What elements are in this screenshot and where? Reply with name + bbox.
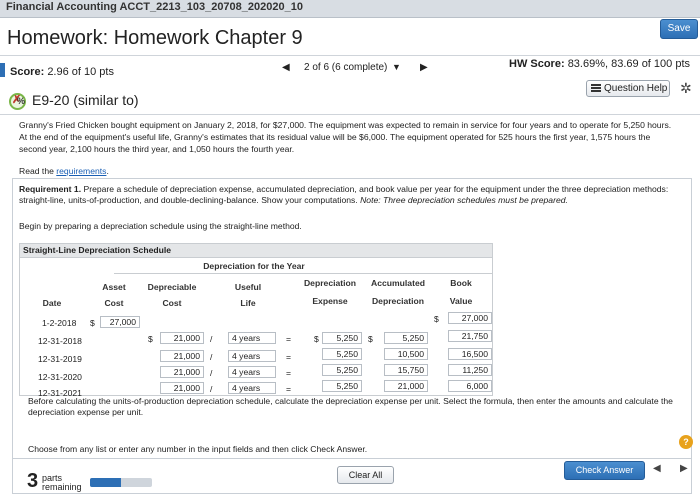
useful-life-input[interactable]: 4 years	[228, 366, 276, 378]
divide-operator: /	[210, 334, 213, 344]
equals-operator: =	[286, 368, 292, 378]
row-date: 12-31-2019	[38, 354, 82, 364]
parts-progress-bar	[90, 478, 152, 487]
read-prefix: Read the	[19, 166, 54, 176]
progress-fill	[90, 478, 121, 487]
dollar-sign: $	[148, 334, 153, 344]
useful-life-input[interactable]: 4 years	[228, 350, 276, 362]
hw-score-label: HW Score:	[509, 58, 565, 70]
question-selector[interactable]: 2 of 6 (6 complete)	[304, 62, 388, 73]
col-date: Date	[42, 298, 62, 308]
col-depreciation-expense: Depreciation	[303, 278, 357, 288]
depreciable-cost-input[interactable]: 21,000	[160, 350, 204, 362]
divide-operator: /	[210, 384, 213, 394]
next-part-icon[interactable]: ▶	[680, 463, 688, 474]
divide-operator: /	[210, 352, 213, 362]
book-value-input[interactable]: 27,000	[448, 312, 492, 324]
hw-score-value: 83.69%, 83.69 of 100 pts	[567, 58, 691, 70]
requirement-text	[19, 184, 679, 206]
dollar-sign: $	[434, 314, 439, 324]
depreciation-expense-input[interactable]: 5,250	[322, 380, 362, 392]
col-accumulated-depreciation: Depreciation	[371, 296, 425, 306]
requirement-label: Requirement 1.	[19, 184, 82, 194]
accumulated-depreciation-input[interactable]: 5,250	[384, 332, 428, 344]
col-book-value: Value	[449, 296, 473, 306]
help-icon[interactable]: ?	[679, 435, 693, 449]
dollar-sign: $	[368, 334, 373, 344]
parts-label-line: remaining	[42, 482, 82, 492]
previous-part-icon[interactable]: ◀	[653, 463, 661, 474]
col-asset-cost: Asset	[102, 282, 126, 292]
depreciation-expense-input[interactable]: 5,250	[322, 348, 362, 360]
row-date: 12-31-2020	[38, 372, 82, 382]
col-asset-cost: Cost	[104, 298, 124, 308]
row-date: 12-31-2021	[38, 388, 82, 398]
gear-icon[interactable]: ✲	[680, 80, 692, 96]
clear-all-button[interactable]: Clear All	[337, 466, 394, 484]
accumulated-depreciation-input[interactable]: 15,750	[384, 364, 428, 376]
hw-score	[509, 58, 690, 70]
instruction-text: Begin by preparing a depreciation schedule using the straight-line method.	[19, 221, 302, 231]
dollar-sign: $	[90, 318, 95, 328]
row-date: 12-31-2018	[38, 336, 82, 346]
schedule-table	[19, 258, 493, 396]
col-depreciation-expense: Expense	[312, 296, 348, 306]
next-question-icon[interactable]: ▶	[420, 62, 428, 73]
depreciable-cost-input[interactable]: 21,000	[160, 366, 204, 378]
previous-question-icon[interactable]: ◀	[282, 62, 290, 73]
requirement-note: Note: Three depreciation schedules must be prepared.	[360, 195, 568, 205]
score	[10, 66, 114, 78]
depreciable-cost-input[interactable]: 21,000	[160, 382, 204, 394]
col-book-value: Book	[450, 278, 472, 288]
row-date: 1-2-2018	[42, 318, 77, 328]
requirement-body: Prepare a schedule of depreciation expense, accumulated depreciation, and book value per year for the equipment under the three depreciation methods: straight-line, units-of-production, and double-declining-balance. Show your computations.	[19, 184, 669, 205]
col-depreciable-cost: Cost	[162, 298, 182, 308]
chevron-down-icon[interactable]: ▼	[392, 62, 401, 72]
useful-life-input[interactable]: 4 years	[228, 382, 276, 394]
col-accumulated-depreciation: Accumulated	[371, 278, 425, 288]
parts-remaining-label	[42, 474, 82, 492]
menu-icon	[591, 84, 601, 92]
divide-operator: /	[210, 368, 213, 378]
score-label: Score:	[10, 66, 45, 78]
parts-label-line: parts	[42, 473, 63, 483]
book-value-input[interactable]: 21,750	[448, 330, 492, 342]
depreciable-cost-input[interactable]: 21,000	[160, 332, 204, 344]
useful-life-input[interactable]: 4 years	[228, 332, 276, 344]
asset-cost-input[interactable]: 27,000	[100, 316, 140, 328]
accumulated-depreciation-input[interactable]: 10,500	[384, 348, 428, 360]
col-depreciable-cost: Depreciable	[147, 282, 197, 292]
depreciation-expense-input[interactable]: 5,250	[322, 364, 362, 376]
group-header: Depreciation for the Year	[203, 261, 305, 271]
score-value: 2.96 of 10 pts	[47, 66, 114, 78]
question-title: E9-20 (similar to)	[32, 92, 139, 108]
divider	[12, 458, 692, 459]
accumulated-depreciation-input[interactable]: 21,000	[384, 380, 428, 392]
dollar-sign: $	[314, 334, 319, 344]
requirements-link[interactable]: requirements	[56, 166, 107, 176]
book-value-input[interactable]: 11,250	[448, 364, 492, 376]
question-help-button[interactable]	[586, 80, 670, 97]
header-divider	[114, 273, 492, 274]
instruction-note: Before calculating the units-of-production depreciation schedule, calculate the depreciation expense per unit. Select the formula, then enter the amounts and calculate the depreciation expense per unit.	[28, 396, 673, 417]
page-title: Homework: Homework Chapter 9	[7, 27, 303, 49]
save-button[interactable]: Save	[660, 19, 698, 39]
depreciation-expense-input[interactable]: 5,250	[322, 332, 362, 344]
partial-credit-icon	[9, 93, 26, 110]
score-marker	[0, 63, 5, 77]
course-title: Financial Accounting ACCT_2213_103_20708_202020_10	[6, 1, 303, 13]
choose-instruction: Choose from any list or enter any number in the input fields and then click Check Answer.	[28, 444, 368, 454]
question-help-label: Question Help	[604, 83, 668, 94]
col-useful-life: Life	[240, 298, 256, 308]
check-answer-button[interactable]: Check Answer	[564, 461, 645, 480]
book-value-input[interactable]: 16,500	[448, 348, 492, 360]
equals-operator: =	[286, 352, 292, 362]
problem-text: Granny's Fried Chicken bought equipment on January 2, 2018, for $27,000. The equipment was expected to remain in service for four years and to operate for 5,250 hours. At the end of the equipment's useful life, Granny's estimates that its residual value will be $6,000. The equipment operated for 525 hours the first year, 1,575 hours the second year, 2,100 hours the third year, and 1,050 hours the fourth year.	[19, 120, 672, 154]
top-bar	[0, 0, 700, 18]
equals-operator: =	[286, 334, 292, 344]
col-useful-life: Useful	[234, 282, 262, 292]
read-requirements: Read the requirements.	[19, 166, 109, 176]
parts-remaining-count: 3	[27, 470, 39, 492]
schedule-title: Straight-Line Depreciation Schedule	[19, 243, 493, 258]
divider	[0, 114, 700, 115]
book-value-input[interactable]: 6,000	[448, 380, 492, 392]
equals-operator: =	[286, 384, 292, 394]
